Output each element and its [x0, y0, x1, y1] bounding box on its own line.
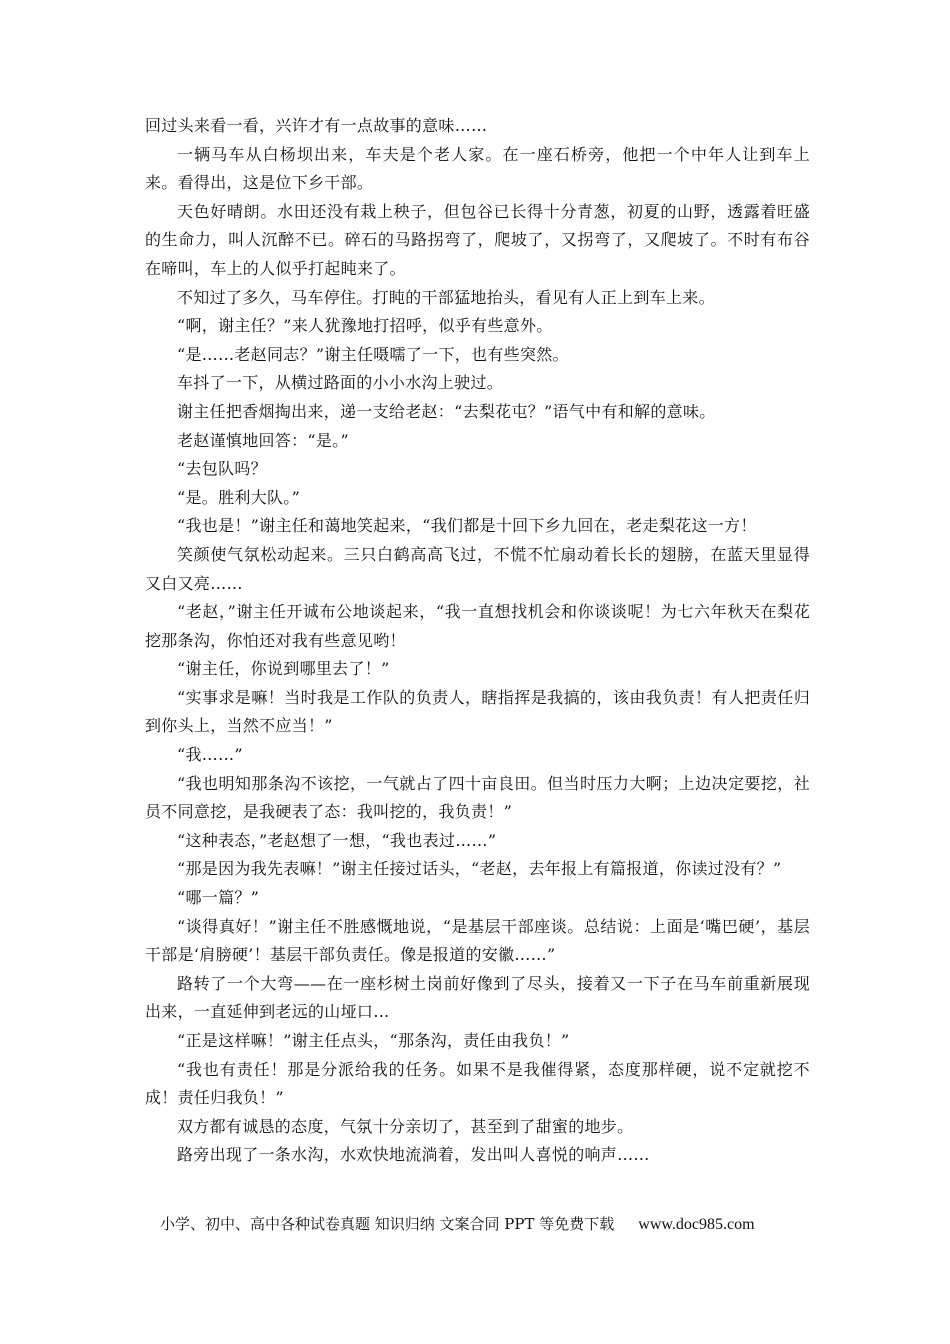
- paragraph: “是。胜利大队。”: [177, 487, 301, 507]
- footer-text: 小学、初中、高中各种试卷真题 知识归纳 文案合同 PPT 等免费下载: [160, 1215, 615, 1233]
- paragraph: 老赵谨慎地回答：“是。”: [177, 430, 349, 450]
- paragraph: 一辆马车从白杨坝出来，车夫是个老人家。在一座石桥旁，他把一个中年人让到车上来。看得出，这是位下乡干部。: [145, 144, 810, 193]
- paragraph: “是……老赵同志？”谢主任嗫嚅了一下，也有些突然。: [177, 344, 569, 364]
- paragraph: “正是这样嘛！”谢主任点头，“那条沟，责任由我负！”: [177, 1031, 570, 1050]
- footer-url-link[interactable]: www.doc985.com: [638, 1216, 755, 1233]
- page-footer: [160, 1213, 800, 1236]
- paragraph: 路旁出现了一条水沟，水欢快地流淌着，发出叫人喜悦的响声……: [177, 1145, 650, 1165]
- paragraph: 路转了一个大弯——在一座杉树土岗前好像到了尽头，接着又一下子在马车前重新展现出来，一直延伸到老远的山垭口…: [145, 973, 810, 1022]
- paragraph: 回过头来看一看，兴许才有一点故事的意味……: [145, 116, 488, 135]
- paragraph: “那是因为我先表嘛！”谢主任接过话头，“老赵，去年报上有篇报道，你读过没有？”: [177, 859, 782, 879]
- story-text: [145, 112, 810, 1170]
- paragraph: “去包队吗？: [177, 459, 267, 479]
- paragraph: “这种表态，”老赵想了一想，“我也表过……”: [177, 830, 497, 850]
- paragraph: “我也是！”谢主任和蔼地笑起来，“我们都是十回下乡九回在，老走梨花这一方！: [177, 516, 757, 536]
- paragraph: 天色好晴朗。水田还没有栽上秧子，但包谷已长得十分青葱，初夏的山野，透露着旺盛的生命力，叫人沉醉不已。碎石的马路拐弯了，爬坡了，又拐弯了，又爬坡了。不时有布谷在啼叫，车上的人似乎打起盹来了。: [145, 201, 810, 278]
- paragraph: “啊，谢主任？”来人犹豫地打招呼，似乎有些意外。: [177, 316, 553, 336]
- paragraph: 谢主任把香烟掏出来，递一支给老赵：“去梨花屯？”语气中有和解的意味。: [177, 401, 716, 421]
- paragraph: 笑颜使气氛松动起来。三只白鹤高高飞过，不慌不忙扇动着长长的翅膀，在蓝天里显得又白又亮……: [145, 544, 810, 593]
- paragraph: “我也有责任！那是分派给我的任务。如果不是我催得紧，态度那样硬，说不定就挖不成！责任归我负！”: [145, 1059, 810, 1108]
- paragraph: “实事求是嘛！当时我是工作队的负责人，瞎指挥是我搞的，该由我负责！有人把责任归到你头上，当然不应当！”: [145, 687, 810, 736]
- paragraph: “谢主任，你说到哪里去了！”: [177, 659, 390, 679]
- paragraph: “哪一篇？”: [177, 888, 260, 908]
- paragraph: “老赵，”谢主任开诚布公地谈起来，“我一直想找机会和你谈谈呢！为七六年秋天在梨花挖那条沟，你怕还对我有些意见哟！: [145, 602, 810, 650]
- paragraph: 不知过了多久，马车停住。打盹的干部猛地抬头，看见有人正上到车上来。: [177, 287, 715, 307]
- paragraph: “我……”: [177, 745, 243, 765]
- paragraph: 车抖了一下，从横过路面的小小水沟上驶过。: [177, 373, 504, 393]
- paragraph: “我也明知那条沟不该挖，一气就占了四十亩良田。但当时压力大啊；上边决定要挖，社员不同意挖，是我硬表了态：我叫挖的，我负责！”: [145, 773, 810, 822]
- paragraph: “谈得真好！”谢主任不胜感慨地说，“是基层干部座谈。总结说：上面是‘嘴巴硬’，基层干部是‘肩膀硬’！基层干部负责任。像是报道的安徽……”: [145, 916, 810, 965]
- paragraph: 双方都有诚恳的态度，气氛十分亲切了，甚至到了甜蜜的地步。: [177, 1116, 634, 1136]
